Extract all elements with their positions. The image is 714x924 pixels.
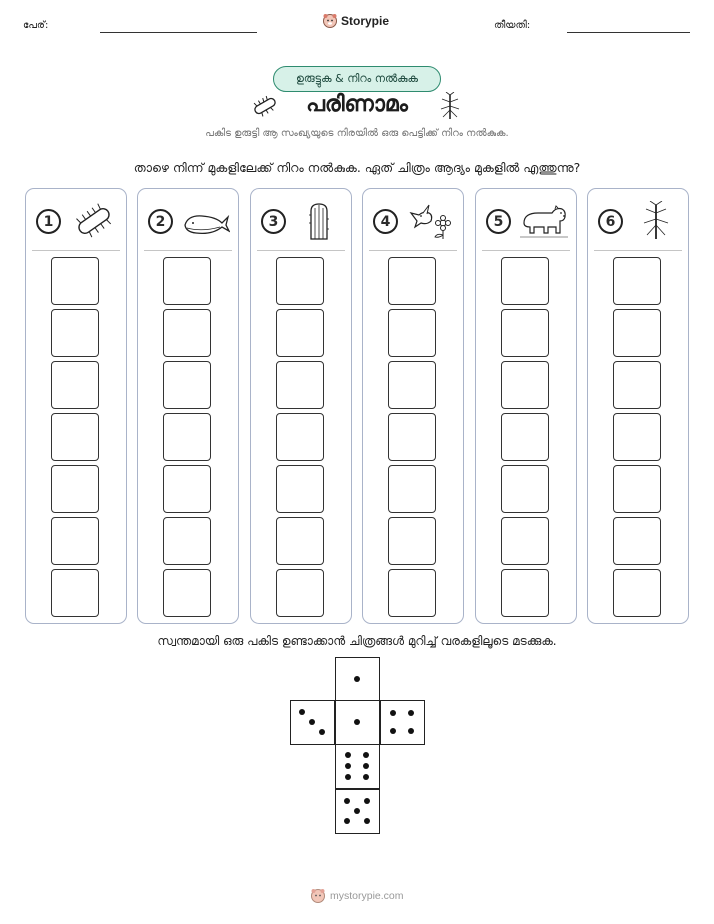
color-box[interactable]	[163, 257, 211, 305]
column-header	[251, 189, 351, 251]
color-box[interactable]	[276, 569, 324, 617]
pip	[363, 763, 369, 769]
pip	[345, 752, 351, 758]
subtitle: പകിട ഉരുട്ടി ആ സംഖ്യയുടെ നിരയിൽ ഒരു പെട്ടിക്ക് നിറം നൽകുക.	[205, 128, 509, 139]
dice-face-center	[335, 700, 380, 745]
color-box[interactable]	[276, 361, 324, 409]
column-number: 3	[261, 209, 286, 234]
column-divider	[32, 250, 120, 251]
color-box[interactable]	[163, 361, 211, 409]
pip	[390, 710, 396, 716]
column-1	[25, 188, 127, 624]
dice-face-left	[290, 700, 335, 745]
color-box[interactable]	[388, 361, 436, 409]
color-box[interactable]	[388, 517, 436, 565]
name-line[interactable]	[100, 32, 257, 33]
color-box[interactable]	[501, 361, 549, 409]
column-number: 1	[36, 209, 61, 234]
pip	[299, 709, 305, 715]
column-4	[362, 188, 464, 624]
pip	[354, 808, 360, 814]
footer	[310, 888, 404, 904]
column-divider	[594, 250, 682, 251]
color-box[interactable]	[51, 465, 99, 513]
color-box[interactable]	[51, 309, 99, 357]
stick-insect-icon	[439, 92, 461, 122]
color-box[interactable]	[501, 413, 549, 461]
column-header	[138, 189, 238, 251]
column-6	[587, 188, 689, 624]
brand-name: Storypie	[341, 14, 390, 28]
color-box[interactable]	[388, 257, 436, 305]
color-box[interactable]	[613, 465, 661, 513]
column-header	[476, 189, 576, 251]
dice-face-top	[335, 657, 380, 702]
column-header	[26, 189, 126, 251]
color-box[interactable]	[276, 413, 324, 461]
color-box[interactable]	[613, 361, 661, 409]
pip	[364, 818, 370, 824]
color-box[interactable]	[163, 309, 211, 357]
pip	[345, 763, 351, 769]
column-header	[588, 189, 688, 251]
bacteria-icon	[70, 201, 118, 241]
color-box[interactable]	[51, 517, 99, 565]
color-box[interactable]	[613, 517, 661, 565]
color-box[interactable]	[51, 413, 99, 461]
column-divider	[369, 250, 457, 251]
column-number: 6	[598, 209, 623, 234]
column-divider	[482, 250, 570, 251]
column-number: 2	[148, 209, 173, 234]
color-box[interactable]	[163, 465, 211, 513]
color-box[interactable]	[163, 517, 211, 565]
column-divider	[144, 250, 232, 251]
pip	[344, 818, 350, 824]
hummingbird-flower-icon	[407, 201, 455, 241]
pip	[390, 728, 396, 734]
color-box[interactable]	[163, 413, 211, 461]
color-box[interactable]	[276, 309, 324, 357]
brand-logo	[322, 13, 389, 29]
pip	[363, 774, 369, 780]
color-box[interactable]	[388, 309, 436, 357]
pip	[309, 719, 315, 725]
color-box[interactable]	[613, 257, 661, 305]
dice-face-right	[380, 700, 425, 745]
color-box[interactable]	[163, 569, 211, 617]
bacteria-icon	[250, 94, 280, 118]
column-5	[475, 188, 577, 624]
date-line[interactable]	[567, 32, 690, 33]
color-box[interactable]	[613, 309, 661, 357]
storypie-mascot-icon	[310, 888, 326, 904]
color-box[interactable]	[388, 413, 436, 461]
pip	[344, 798, 350, 804]
pip	[408, 710, 414, 716]
color-box[interactable]	[501, 465, 549, 513]
column-header	[363, 189, 463, 251]
site-url[interactable]: mystorypie.com	[330, 890, 404, 902]
pip	[319, 729, 325, 735]
pip	[363, 752, 369, 758]
column-2	[137, 188, 239, 624]
pip	[354, 676, 360, 682]
color-box[interactable]	[276, 517, 324, 565]
dice-instruction: സ്വന്തമായി ഒരു പകിട ഉണ്ടാക്കാൻ ചിത്രങ്ങൾ മുറിച്ച് വരകളിലൂടെ മടക്കുക.	[157, 634, 557, 648]
date-label: തീയതി:	[494, 20, 531, 31]
pip	[354, 719, 360, 725]
color-box[interactable]	[388, 569, 436, 617]
polar-bear-icon	[520, 201, 568, 241]
cactus-icon	[295, 201, 343, 241]
color-box[interactable]	[276, 257, 324, 305]
instruction: താഴെ നിന്ന് മുകളിലേക്ക് നിറം നൽകുക. ഏത് ചിത്രം ആദ്യം മുകളിൽ എത്തുന്നു?	[133, 160, 581, 175]
column-3	[250, 188, 352, 624]
color-box[interactable]	[501, 309, 549, 357]
column-number: 4	[373, 209, 398, 234]
dice-face-bottom	[335, 744, 380, 789]
activity-badge: ഉരുട്ടുക & നിറം നൽകുക	[273, 66, 441, 92]
storypie-mascot-icon	[322, 13, 338, 29]
dice-face-back	[335, 789, 380, 834]
color-box[interactable]	[501, 257, 549, 305]
color-box[interactable]	[613, 569, 661, 617]
column-divider	[257, 250, 345, 251]
color-box[interactable]	[276, 465, 324, 513]
column-number: 5	[486, 209, 511, 234]
pip	[345, 774, 351, 780]
name-label: പേര്:	[23, 20, 49, 31]
color-box[interactable]	[51, 361, 99, 409]
pip	[364, 798, 370, 804]
whale-icon	[182, 201, 230, 241]
color-box[interactable]	[388, 465, 436, 513]
page-title: പരിണാമം	[306, 92, 408, 117]
color-box[interactable]	[51, 257, 99, 305]
color-box[interactable]	[613, 413, 661, 461]
color-box[interactable]	[51, 569, 99, 617]
stick-insect-icon	[632, 201, 680, 241]
pip	[408, 728, 414, 734]
color-box[interactable]	[501, 517, 549, 565]
color-box[interactable]	[501, 569, 549, 617]
